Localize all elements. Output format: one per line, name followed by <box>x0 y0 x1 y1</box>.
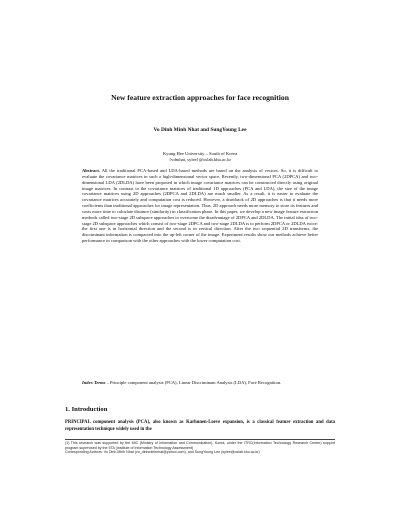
affiliation-institution: Kyung Hee University – South of Korea <box>162 151 238 156</box>
paper-title: New feature extraction approaches for face recognition <box>111 93 289 102</box>
footnote-corresponding: Corresponding Authors: Vo Dinh Minh Nhat (vo_dinhminhnhat@yahoo.com), and SungYoung Lee (sylee@oslab.khu.ac.kr) <box>65 450 260 455</box>
index-terms-label: Index Terms <box>82 380 106 385</box>
abstract-label: Abstract. <box>82 168 101 173</box>
section-heading: 1. Introduction <box>65 406 108 413</box>
abstract <box>82 168 318 244</box>
affiliation <box>40 151 360 163</box>
footnote-divider <box>65 439 335 440</box>
intro-paragraph: PRINCIPAL component analysis (PCA), also known as Karhunen-Loeve expansion, is a classical feature extraction and data representation technique widely used in the <box>65 420 335 432</box>
footnotes <box>65 441 335 455</box>
paper-authors: Vo Dinh Minh Nhat and SungYoung Lee <box>153 127 247 133</box>
footnote-funding: (1) This research was supported by the MIC (Ministry of Information and Communication), Korea, under the ITRC(Information Technology Research Center) support program supervised by the IITA (Institute of Information Technology Assessment) <box>65 441 335 450</box>
index-terms <box>82 380 318 386</box>
affiliation-emails: {vdmhat, sylee}@oslab.khu.ac.kr <box>168 157 232 162</box>
abstract-text: All the traditional PCA-based and LDA-based methods are based on the analysis of vectors. So, it is difficult to evaluate the covariance matrices in such a high-dimensional vector space. Recently, two-dimensional PCA (2DPCA) and two-dimensional LDA (2DLDA) have been proposed in which image covariance matrices can be constructed directly using original image matrices. In contrast to the covariance matrices of traditional 1D approaches (PCA and LDA), the size of the image covariance matrices using 2D approaches (2DPCA and 2DLDA) are much smaller. As a result, it is easier to evaluate the covariance matrices accurately and computation cost is reduced. However, a drawback of 2D approaches is that it needs more coefficients than traditional approaches for image representation. Thus, 2D approach needs more memory to store its features and costs more time to calculate distance (similarity) in classification phase. In this paper, we develop a new image feature extraction methods called two-stage 2D subspace approaches to overcome the disadvantage of 2DPCA and 2DLDA. The initial idea of two-stage 2D subspace approaches which consist of two-stage 2DPCA and two-stage 2DLDA is to perform 2DPCA or 2DLDA twice: the first one is in horizontal direction and the second is in vertical direction. After the two sequential 2D transforms, the discriminant information is compacted into the up-left corner of the image. Experiment results show our methods achieve better performance in comparison with the other approaches with the lower computation cost. <box>82 168 318 244</box>
index-terms-text: – Principle component analysis (PCA), Linear Discriminant Analysis (LDA), Face Recognition. <box>105 380 282 385</box>
